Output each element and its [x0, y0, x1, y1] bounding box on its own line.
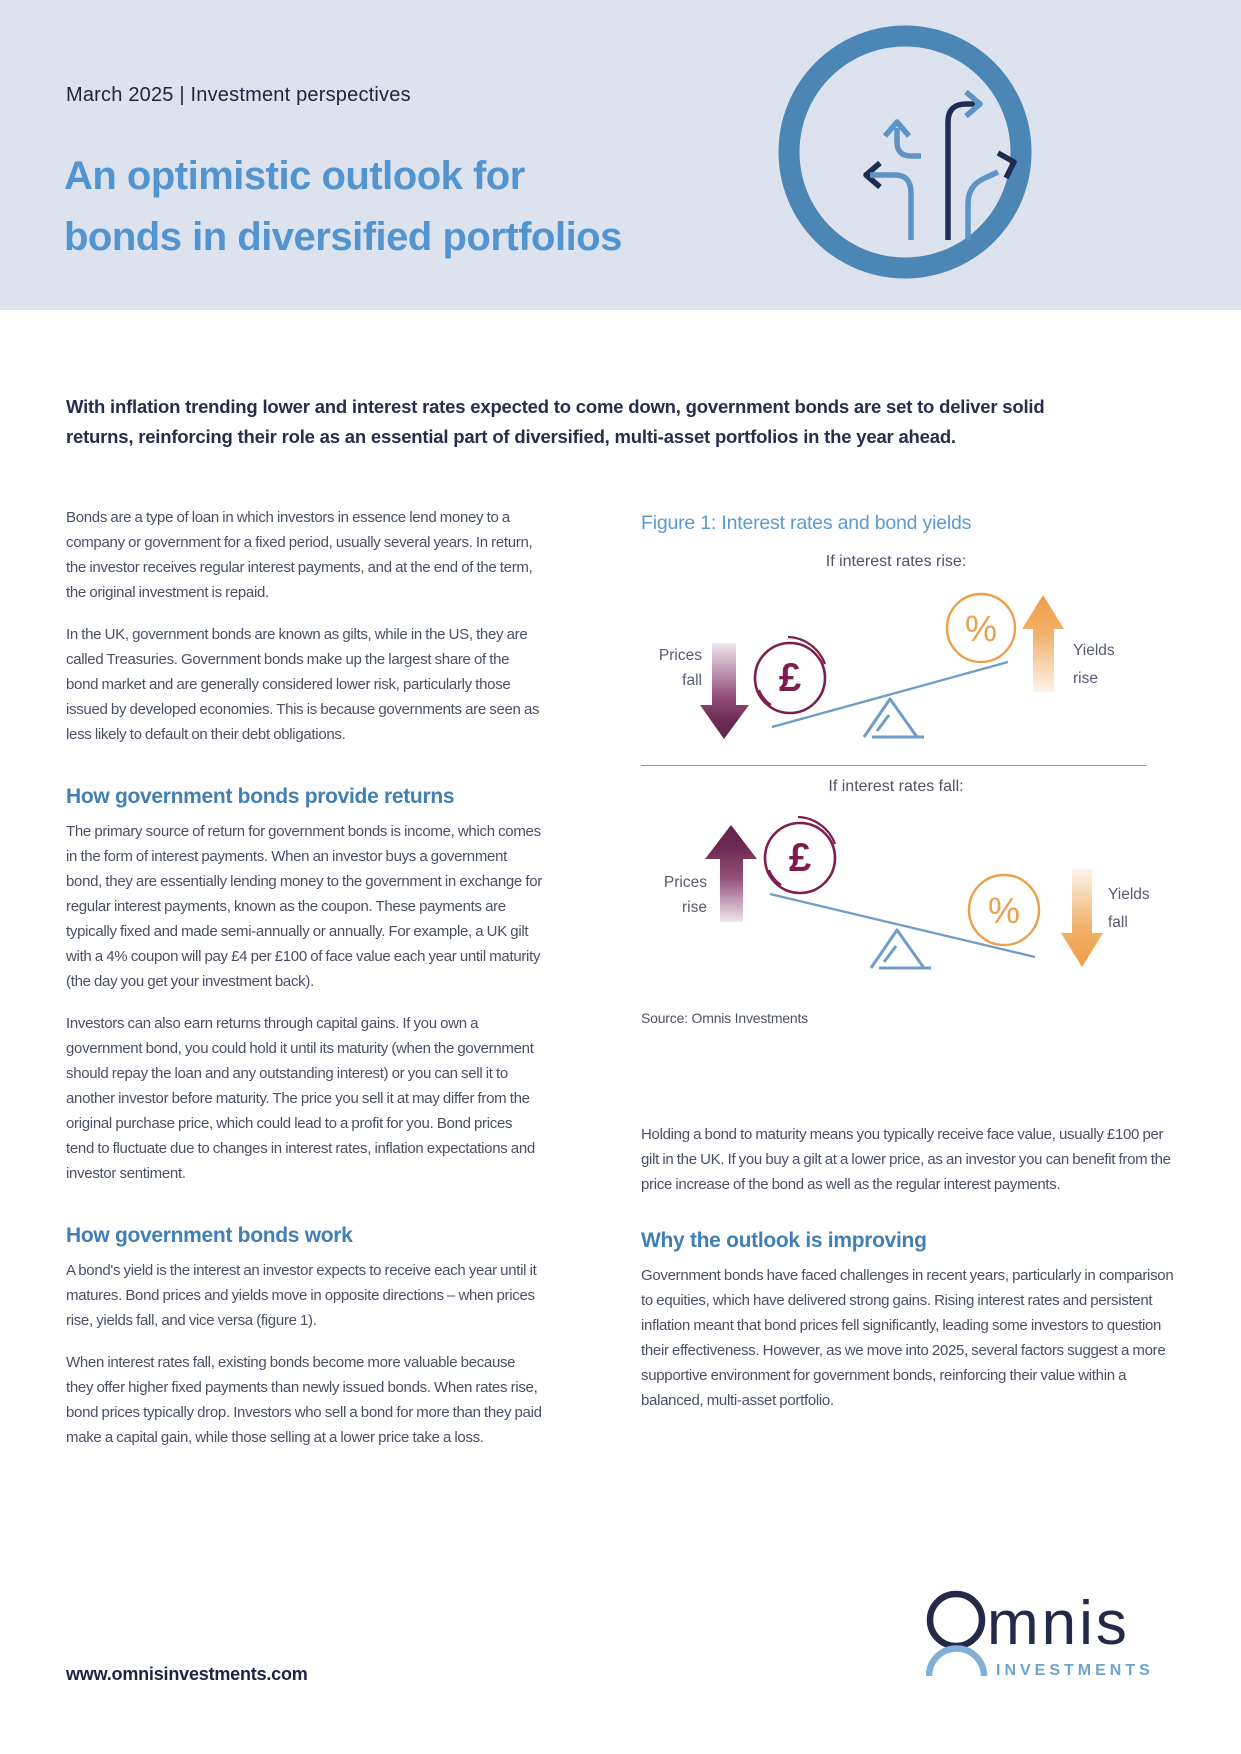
- yields-fall-arrow: [1061, 869, 1103, 967]
- logo-arch: [929, 1649, 984, 1676]
- paragraph: Holding a bond to maturity means you typically receive face value, usually £100 per gilt in the UK. If you buy a gilt at a lower price, as an investor you can benefit from the price increase of the bond as well as the regular interest payments.: [641, 1126, 1171, 1193]
- paragraph: The primary source of return for government bonds is income, which comes in the form of interest payments. When an investor buys a government bond, they are essentially lending money to the government in exchange for regular interest payments, known as the coupon. These payments are typically fixed and made semi-annually or annually. For example, a UK gilt with a 4% coupon will pay £4 per £100 of face value each year until maturity (the day you get your investment back).: [66, 823, 542, 990]
- paragraph: A bond's yield is the interest an investor expects to receive each year until it matures. Bond prices and yields move in opposite directions – when prices rise, yields fall, and vice versa (figure 1).: [66, 1262, 537, 1329]
- prices-fall-arrow: [700, 643, 749, 739]
- pound-symbol: £: [778, 656, 802, 700]
- section-heading-bonds-work: How government bonds work: [66, 1224, 353, 1247]
- website-url: www.omnisinvestments.com: [66, 1664, 308, 1684]
- logo-wordmark: mnis: [987, 1589, 1130, 1658]
- figure-source: Source: Omnis Investments: [641, 1010, 808, 1026]
- seesaw-beam: [772, 662, 1008, 727]
- paragraph: Government bonds have faced challenges in recent years, particularly in comparison to equities, which have delivered strong gains. Rising interest rates and persistent inflation meant that bond prices fell significantly, leading some investors to question their effectiveness. However, as we move into 2025, several factors suggest a more supportive environment for government bonds, reinforcing their value within a balanced, multi-asset portfolio.: [641, 1267, 1174, 1409]
- left-column: [66, 505, 542, 1467]
- yields-rise-arrow: [1022, 595, 1064, 692]
- figure-divider: [641, 765, 1146, 766]
- pound-symbol: £: [788, 836, 812, 880]
- paragraph: In the UK, government bonds are known as gilts, while in the US, they are called Treasuries. Government bonds make up the largest share of the bond market and are generally considered lower risk, particularly those issued by developed economies. This is because governments are seen as less likely to default on their debt obligations.: [66, 626, 540, 743]
- page-title: [64, 146, 622, 268]
- omnis-investments-logo: [926, 1588, 1176, 1680]
- yields-label-line2: rise: [1073, 670, 1098, 687]
- figure-caption-rates-fall: If interest rates fall:: [828, 778, 964, 795]
- logo-o-ring: [930, 1594, 982, 1646]
- figure-title: Figure 1: Interest rates and bond yields: [641, 512, 972, 534]
- prices-label: Prices: [663, 874, 707, 891]
- paragraph: When interest rates fall, existing bonds become more valuable because they offer higher fixed payments than newly issued bonds. When rates rise, bond prices typically drop. Investors who sell a bond for more than they paid make a capital gain, while those selling at a lower price take a loss.: [66, 1354, 542, 1446]
- yields-label: Yields: [1108, 886, 1150, 903]
- section-heading-outlook-improving: Why the outlook is improving: [641, 1229, 927, 1252]
- prices-label-line2: rise: [682, 899, 707, 916]
- seesaw-fulcrum: [871, 930, 931, 968]
- seesaw-diagram-rates-fall: [641, 810, 1156, 982]
- seesaw-fulcrum: [864, 699, 924, 737]
- prices-rise-arrow: [705, 825, 757, 922]
- seesaw-diagram-rates-rise: [641, 587, 1156, 752]
- figure-caption-rates-rise: If interest rates rise:: [825, 553, 967, 570]
- paragraph: Investors can also earn returns through capital gains. If you own a government bond, you could hold it until its maturity (when the government should repay the loan and any outstanding interest) or you can sell it to another investor before maturity. The price you sell it at may differ from the original purchase price, which could lead to a profit for you. Bond prices tend to fluctuate due to changes in interest rates, inflation expectations and investor sentiment.: [66, 1015, 535, 1182]
- prices-label: Prices: [658, 647, 702, 664]
- yields-label: Yields: [1073, 642, 1115, 659]
- header-band: [0, 0, 1241, 310]
- page-title-line2: bonds in diversified portfolios: [64, 215, 622, 259]
- intro-paragraph: With inflation trending lower and interest rates expected to come down, government bonds are set to deliver solid returns, reinforcing their role as an essential part of diversified, multi-asset portfolios in the year ahead.: [66, 396, 1045, 447]
- diverging-arrows-icon: [775, 22, 1035, 282]
- section-heading-provide-returns: How government bonds provide returns: [66, 785, 455, 808]
- percent-symbol: %: [987, 890, 1021, 931]
- yields-label-line2: fall: [1108, 914, 1128, 931]
- header-meta: March 2025 | Investment perspectives: [66, 84, 411, 106]
- logo-subtitle: INVESTMENTS: [996, 1662, 1154, 1679]
- prices-label-line2: fall: [682, 672, 702, 689]
- paragraph: Bonds are a type of loan in which investors in essence lend money to a company or government for a fixed period, usually several years. In return, the investor receives regular interest payments, and at the end of the term, the original investment is repaid.: [66, 509, 533, 601]
- right-column: [641, 512, 1176, 1430]
- percent-symbol: %: [964, 608, 998, 649]
- page-title-line1: An optimistic outlook for: [64, 154, 525, 198]
